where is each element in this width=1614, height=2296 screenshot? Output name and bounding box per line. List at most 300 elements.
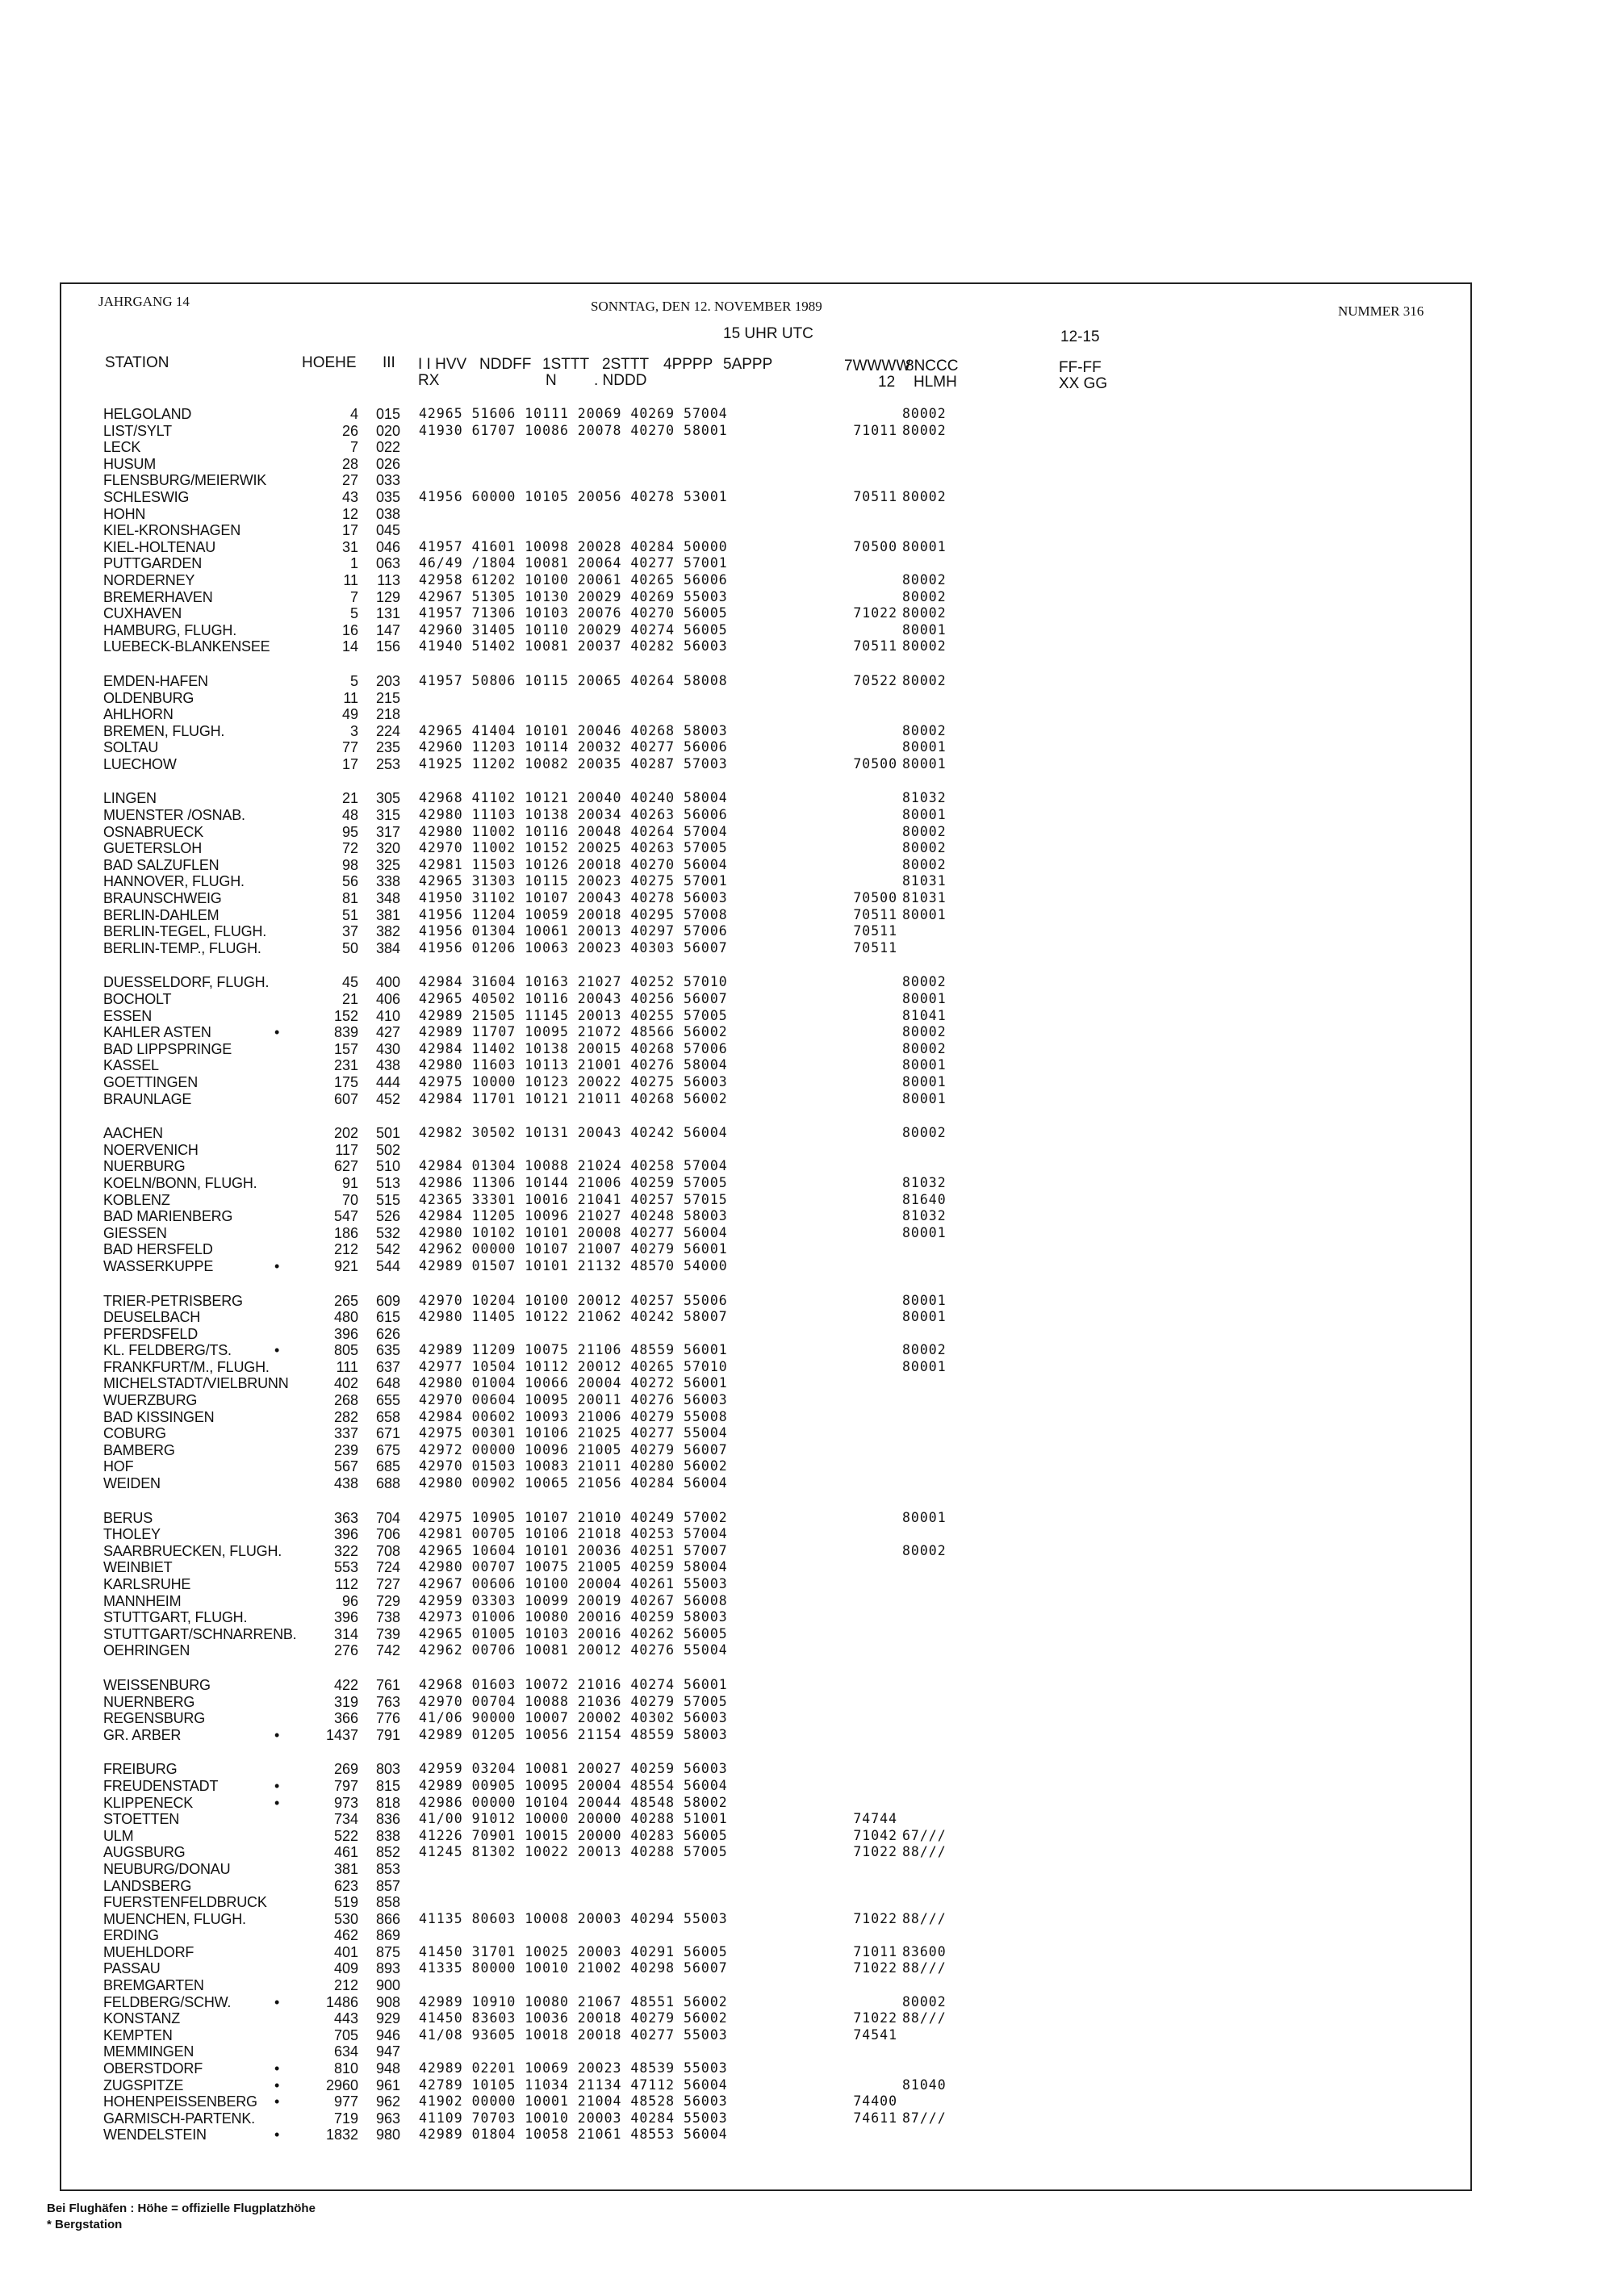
station-height: 11 [343,689,358,706]
cloud-group: 88/// [902,1960,947,1976]
weather-group: 74541 [853,2026,897,2043]
observation-groups: 42989 21505 11145 20013 40255 57005 [419,1007,728,1023]
observation-groups: 42989 11209 10075 21106 48559 56001 [419,1342,728,1358]
col-station: STATION [105,354,169,371]
table-row [0,489,1614,506]
station-height: 1437 [325,1726,358,1743]
weather-group: 70511 [853,906,897,922]
station-height: 530 [333,1910,358,1927]
station-id: 452 [375,1090,400,1107]
station-height: 21 [341,790,358,807]
observation-groups: 42968 01603 10072 21016 40274 56001 [419,1676,728,1692]
station-group [0,1677,1614,1743]
table-row [0,2110,1614,2127]
station-name: HELGOLAND [103,406,192,422]
observation-groups: 42965 40502 10116 20043 40256 56007 [419,991,728,1006]
observation-groups: 42984 01304 10088 21024 40258 57004 [419,1158,728,1174]
station-height: 202 [333,1125,358,1142]
table-row [0,1894,1614,1911]
station-id: 129 [375,588,400,605]
observation-groups: 42959 03303 10099 20019 40267 56008 [419,1592,728,1608]
station-height: 443 [333,2010,358,2027]
station-id: 675 [375,1441,400,1458]
table-row [0,756,1614,773]
observation-groups: 42962 00706 10081 20012 40276 55004 [419,1642,728,1658]
station-name: FREUDENSTADT [103,1777,219,1794]
table-row [0,1057,1614,1074]
observation-groups: 42989 10910 10080 21067 48551 56002 [419,1993,728,2010]
station-height: 607 [333,1090,358,1107]
weather-group: 71022 [853,2010,897,2026]
station-id: 980 [375,2127,400,2143]
station-height: 49 [341,706,358,723]
col-2sttt: 2STTT [602,356,650,373]
observation-groups: 41930 61707 10086 20078 40270 58001 [419,422,728,438]
observation-groups: 42981 11503 10126 20018 40270 56004 [419,856,728,872]
station-id: 410 [375,1007,400,1024]
station-name: OSNABRUECK [103,823,204,840]
table-row [0,2027,1614,2044]
station-group [0,1125,1614,1274]
station-id: 253 [375,755,400,772]
cloud-group: 80001 [902,1073,947,1089]
weather-group: 70522 [853,672,897,688]
weather-group: 70500 [853,890,897,906]
weather-group: 70500 [853,538,897,554]
table-row [0,1694,1614,1711]
weather-group: 74400 [853,2093,897,2110]
observation-groups: 42970 01503 10083 21011 40280 56002 [419,1458,728,1474]
observation-groups: 41956 11204 10059 20018 40295 57008 [419,906,728,922]
station-id: 908 [375,1993,400,2010]
station-id: 866 [375,1910,400,1927]
station-name: WEINBIET [103,1559,173,1576]
observation-groups: 42989 02201 10069 20023 48539 55003 [419,2060,728,2076]
station-id: 815 [375,1777,400,1794]
station-name: AHLHORN [103,706,174,723]
station-id: 706 [375,1526,400,1543]
station-group [0,1510,1614,1659]
station-height: 402 [333,1375,358,1392]
station-name: BERLIN-DAHLEM [103,906,220,923]
observation-groups: 41335 80000 10010 21002 40298 56007 [419,1960,728,1976]
station-name: BAD MARIENBERG [103,1208,233,1225]
col-8nccc: 8NCCC [905,358,959,374]
observation-groups: 41245 81302 10022 20013 40288 57005 [419,1844,728,1860]
table-row [0,522,1614,539]
station-name: LIST/SYLT [103,422,172,439]
station-id: 544 [375,1257,400,1274]
mountain-marker: • [274,2060,280,2077]
station-id: 325 [375,856,400,873]
station-name: GUETERSLOH [103,840,203,857]
table-row [0,1761,1614,1778]
station-name: GOETTINGEN [103,1073,199,1090]
table-row [0,1192,1614,1209]
col-1sttt: 1STTT [542,356,590,373]
table-row [0,790,1614,807]
station-height: 152 [333,1007,358,1024]
station-height: 43 [341,488,358,505]
cloud-group: 80002 [902,672,947,688]
table-row [0,1944,1614,1961]
year-label: JAHRGANG 14 [98,294,190,309]
table-row [0,907,1614,924]
cloud-group: 80001 [902,1509,947,1525]
station-height: 212 [333,1977,358,1994]
table-row [0,622,1614,639]
station-name: LUEBECK-BLANKENSEE [103,638,270,655]
station-id: 063 [375,555,400,572]
station-id: 338 [375,873,400,890]
station-name: ULM [103,1827,134,1844]
observation-groups: 42970 10204 10100 20012 40257 55006 [419,1292,728,1308]
table-row [0,1008,1614,1025]
station-name: DUESSELDORF, FLUGH. [103,974,270,991]
station-id: 026 [375,455,400,472]
station-height: 462 [333,1927,358,1944]
col-rx: RX [418,372,440,389]
station-height: 396 [333,1526,358,1543]
cloud-group: 81032 [902,1174,947,1190]
station-height: 839 [333,1024,358,1041]
table-row [0,2127,1614,2143]
table-row [0,2043,1614,2060]
station-name: MUEHLDORF [103,1943,194,1960]
station-name: STUTTGART, FLUGH. [103,1609,248,1626]
station-id: 015 [375,406,400,422]
observation-groups: 42965 41404 10101 20046 40268 58003 [419,722,728,738]
station-height: 7 [349,588,358,605]
station-group [0,1761,1614,2143]
station-height: 111 [336,1358,358,1375]
table-row [0,1208,1614,1225]
weather-group: 71011 [853,422,897,438]
station-id: 893 [375,1960,400,1977]
station-height: 96 [341,1592,358,1609]
observation-groups: 42980 11103 10138 20034 40263 56006 [419,807,728,823]
observation-groups: 42980 10102 10101 20008 40277 56004 [419,1224,728,1240]
table-row [0,1475,1614,1492]
col-hlmh: HLMH [914,374,957,391]
station-name: ESSEN [103,1007,153,1024]
station-height: 366 [333,1710,358,1727]
station-name: LECK [103,439,141,456]
col-ffff: FF-FF [1059,359,1102,376]
station-name: NUERBURG [103,1158,186,1175]
table-row [0,1359,1614,1376]
observation-groups: 42970 00604 10095 20011 40276 56003 [419,1392,728,1408]
station-height: 363 [333,1509,358,1526]
cloud-group: 80001 [902,621,947,638]
station-height: 547 [333,1208,358,1225]
observation-groups: 41/00 91012 10000 20000 40288 51001 [419,1811,728,1827]
station-id: 838 [375,1827,400,1844]
station-height: 1486 [325,1993,358,2010]
station-name: BERLIN-TEMP., FLUGH. [103,939,261,956]
station-height: 269 [333,1761,358,1778]
station-id: 020 [375,422,400,439]
station-id: 510 [375,1158,400,1175]
weather-group: 70500 [853,755,897,772]
cloud-group: 80001 [902,807,947,823]
station-id: 900 [375,1977,400,1994]
table-row [0,1878,1614,1895]
station-name: MICHELSTADT/VIELBRUNN [103,1375,289,1392]
cloud-group: 88/// [902,1844,947,1860]
table-row [0,1677,1614,1694]
cloud-group: 80002 [902,571,947,588]
observation-groups: 42980 11603 10113 21001 40276 58004 [419,1057,728,1073]
station-name: KIEL-KRONSHAGEN [103,522,241,539]
table-row [0,739,1614,756]
observation-groups: 41956 60000 10105 20056 40278 53001 [419,488,728,504]
station-id: 156 [375,638,400,655]
station-id: 513 [375,1174,400,1191]
cloud-group: 88/// [902,2010,947,2026]
station-height: 27 [341,472,358,489]
observation-groups: 42980 11002 10116 20048 40264 57004 [419,823,728,839]
station-id: 708 [375,1542,400,1559]
table-row [0,1326,1614,1343]
observation-groups: 42973 01006 10080 20016 40259 58003 [419,1609,728,1625]
col-12: 12 [878,374,896,391]
station-height: 973 [333,1794,358,1811]
station-name: OLDENBURG [103,689,194,706]
cloud-group: 80002 [902,1342,947,1358]
table-row [0,1778,1614,1795]
station-name: GARMISCH-PARTENK. [103,2110,255,2127]
cloud-group: 80001 [902,1090,947,1106]
observation-groups: 41957 71306 10103 20076 40270 56005 [419,605,728,621]
station-name: BAD LIPPSPRINGE [103,1040,232,1057]
date-label: SONNTAG, DEN 12. NOVEMBER 1989 [591,299,822,314]
table-row [0,1241,1614,1258]
table-row [0,723,1614,740]
observation-groups: 42989 01205 10056 21154 48559 58003 [419,1726,728,1742]
station-id: 739 [375,1625,400,1642]
table-row [0,1727,1614,1744]
table-row [0,1125,1614,1142]
observation-groups: 42984 11205 10096 21027 40248 58003 [419,1208,728,1224]
weather-group: 71042 [853,1827,897,1843]
station-height: 268 [333,1392,358,1409]
table-row [0,1142,1614,1159]
observation-groups: 41135 80603 10008 20003 40294 55003 [419,1910,728,1926]
station-id: 615 [375,1309,400,1326]
station-name: BERUS [103,1509,153,1526]
station-name: BREMERHAVEN [103,588,213,605]
observation-groups: 42965 51606 10111 20069 40269 57004 [419,406,728,421]
station-height: 381 [333,1860,358,1877]
station-height: 797 [333,1777,358,1794]
station-height: 634 [333,2043,358,2060]
station-name: WASSERKUPPE [103,1257,214,1274]
station-name: KOELN/BONN, FLUGH. [103,1174,257,1191]
col-hvv: I I HVV [418,356,467,373]
cloud-group: 80002 [902,856,947,872]
station-id: 501 [375,1125,400,1142]
cloud-group: 80001 [902,1358,947,1374]
cloud-group: 88/// [902,1910,947,1926]
station-name: KONSTANZ [103,2010,181,2027]
table-row [0,1526,1614,1543]
observation-groups: 41450 83603 10036 20018 40279 56002 [419,2010,728,2026]
mountain-marker: • [274,2093,280,2110]
observation-groups: 41925 11202 10082 20035 40287 57003 [419,755,728,772]
station-height: 231 [333,1057,358,1074]
station-name: AACHEN [103,1125,163,1142]
station-height: 401 [333,1943,358,1960]
station-id: 384 [375,939,400,956]
station-height: 31 [341,538,358,555]
station-id: 948 [375,2060,400,2077]
observation-groups: 42980 01004 10066 20004 40272 56001 [419,1375,728,1391]
station-id: 738 [375,1609,400,1626]
station-id: 381 [375,906,400,923]
weather-group: 71022 [853,1844,897,1860]
table-row [0,923,1614,940]
table-row [0,1293,1614,1310]
observation-groups: 42965 31303 10115 20023 40275 57001 [419,873,728,889]
mountain-marker: • [274,1257,280,1274]
station-name: DEUSELBACH [103,1309,201,1326]
weather-group: 71022 [853,605,897,621]
station-height: 70 [341,1191,358,1208]
observation-groups: 42967 00606 10100 20004 40261 55003 [419,1576,728,1591]
table-row [0,1091,1614,1108]
station-height: 21 [341,991,358,1007]
observation-groups: 41/08 93605 10018 20018 40277 55003 [419,2026,728,2043]
station-name: KLIPPENECK [103,1794,194,1811]
observation-groups: 42972 00000 10096 21005 40279 56007 [419,1441,728,1457]
cloud-group: 81040 [902,2076,947,2093]
station-height: 17 [341,522,358,539]
table-row [0,857,1614,874]
station-name: NOERVENICH [103,1141,199,1158]
station-group [0,406,1614,655]
table-row [0,1844,1614,1861]
observation-groups: 41956 01304 10061 20013 40297 57006 [419,923,728,939]
cloud-group: 81041 [902,1007,947,1023]
station-height: 627 [333,1158,358,1175]
station-name: KEMPTEN [103,2026,173,2043]
station-height: 734 [333,1811,358,1828]
station-height: 112 [335,1576,358,1592]
station-id: 045 [375,522,400,539]
weather-group: 70511 [853,638,897,655]
station-name: CUXHAVEN [103,605,182,622]
table-row [0,840,1614,857]
station-height: 461 [333,1844,358,1861]
station-height: 4 [349,406,358,422]
table-row [0,1158,1614,1175]
observation-groups: 42984 00602 10093 21006 40279 55008 [419,1408,728,1424]
observation-groups: 41/06 90000 10007 20002 40302 56003 [419,1710,728,1726]
cloud-group: 80002 [902,1024,947,1040]
cloud-group: 81640 [902,1191,947,1207]
station-height: 37 [341,923,358,940]
station-height: 81 [341,890,358,907]
cloud-group: 80001 [902,991,947,1006]
observation-groups: 42962 00000 10107 21007 40279 56001 [419,1241,728,1257]
cloud-group: 80002 [902,823,947,839]
station-id: 406 [375,991,400,1007]
station-name: FUERSTENFELDBRUCK [103,1894,267,1911]
weather-group: 71022 [853,1910,897,1926]
station-id: 635 [375,1342,400,1359]
station-height: 319 [333,1693,358,1710]
observation-groups: 42960 11203 10114 20032 40277 56006 [419,739,728,755]
observation-groups: 42975 10905 10107 21010 40249 57002 [419,1509,728,1525]
station-id: 929 [375,2010,400,2027]
table-row [0,1861,1614,1878]
observation-groups: 41957 50806 10115 20065 40264 58008 [419,672,728,688]
station-name: FRANKFURT/M., FLUGH. [103,1358,270,1375]
station-id: 727 [375,1576,400,1592]
cloud-group: 80002 [902,722,947,738]
observation-groups: 42980 00902 10065 21056 40284 56004 [419,1475,728,1491]
station-id: 147 [375,621,400,638]
station-name: EMDEN-HAFEN [103,672,208,689]
cloud-group: 81032 [902,1208,947,1224]
observation-groups: 42365 33301 10016 21041 40257 57015 [419,1191,728,1207]
station-height: 623 [333,1877,358,1894]
station-id: 022 [375,439,400,456]
station-group [0,974,1614,1107]
observation-groups: 42986 00000 10104 20044 48548 58002 [419,1794,728,1810]
station-name: BAD SALZUFLEN [103,856,220,873]
table-row [0,824,1614,841]
observation-groups: 41902 00000 10001 21004 48528 56003 [419,2093,728,2110]
station-height: 276 [333,1642,358,1659]
station-id: 400 [375,974,400,991]
station-id: 946 [375,2026,400,2043]
observation-groups: 42984 11402 10138 20015 40268 57006 [419,1040,728,1056]
observation-groups: 41109 70703 10010 20003 40284 55003 [419,2110,728,2126]
station-name: KAHLER ASTEN [103,1024,211,1041]
table-row [0,638,1614,655]
cloud-group: 80002 [902,406,947,421]
station-id: 305 [375,790,400,807]
station-name: PUTTGARDEN [103,555,203,572]
station-height: 56 [341,873,358,890]
table-row [0,1074,1614,1091]
station-id: 671 [375,1425,400,1442]
table-row [0,406,1614,423]
station-height: 12 [341,505,358,522]
observation-groups: 42965 10604 10101 20036 40251 57007 [419,1542,728,1558]
table-row [0,974,1614,991]
cloud-group: 80002 [902,974,947,990]
table-row [0,439,1614,456]
station-height: 567 [333,1458,358,1475]
table-row [0,1342,1614,1359]
station-id: 836 [375,1811,400,1828]
station-height: 2960 [325,2076,358,2093]
station-height: 553 [333,1559,358,1576]
station-name: PASSAU [103,1960,161,1977]
station-group [0,673,1614,773]
station-id: 430 [375,1040,400,1057]
station-height: 48 [341,807,358,824]
station-name: MUENSTER /OSNAB. [103,807,245,824]
station-name: SOLTAU [103,739,159,756]
station-name: KIEL-HOLTENAU [103,538,216,555]
observation-groups: 42982 30502 10131 20043 40242 56004 [419,1125,728,1141]
station-id: 963 [375,2110,400,2127]
station-id: 729 [375,1592,400,1609]
